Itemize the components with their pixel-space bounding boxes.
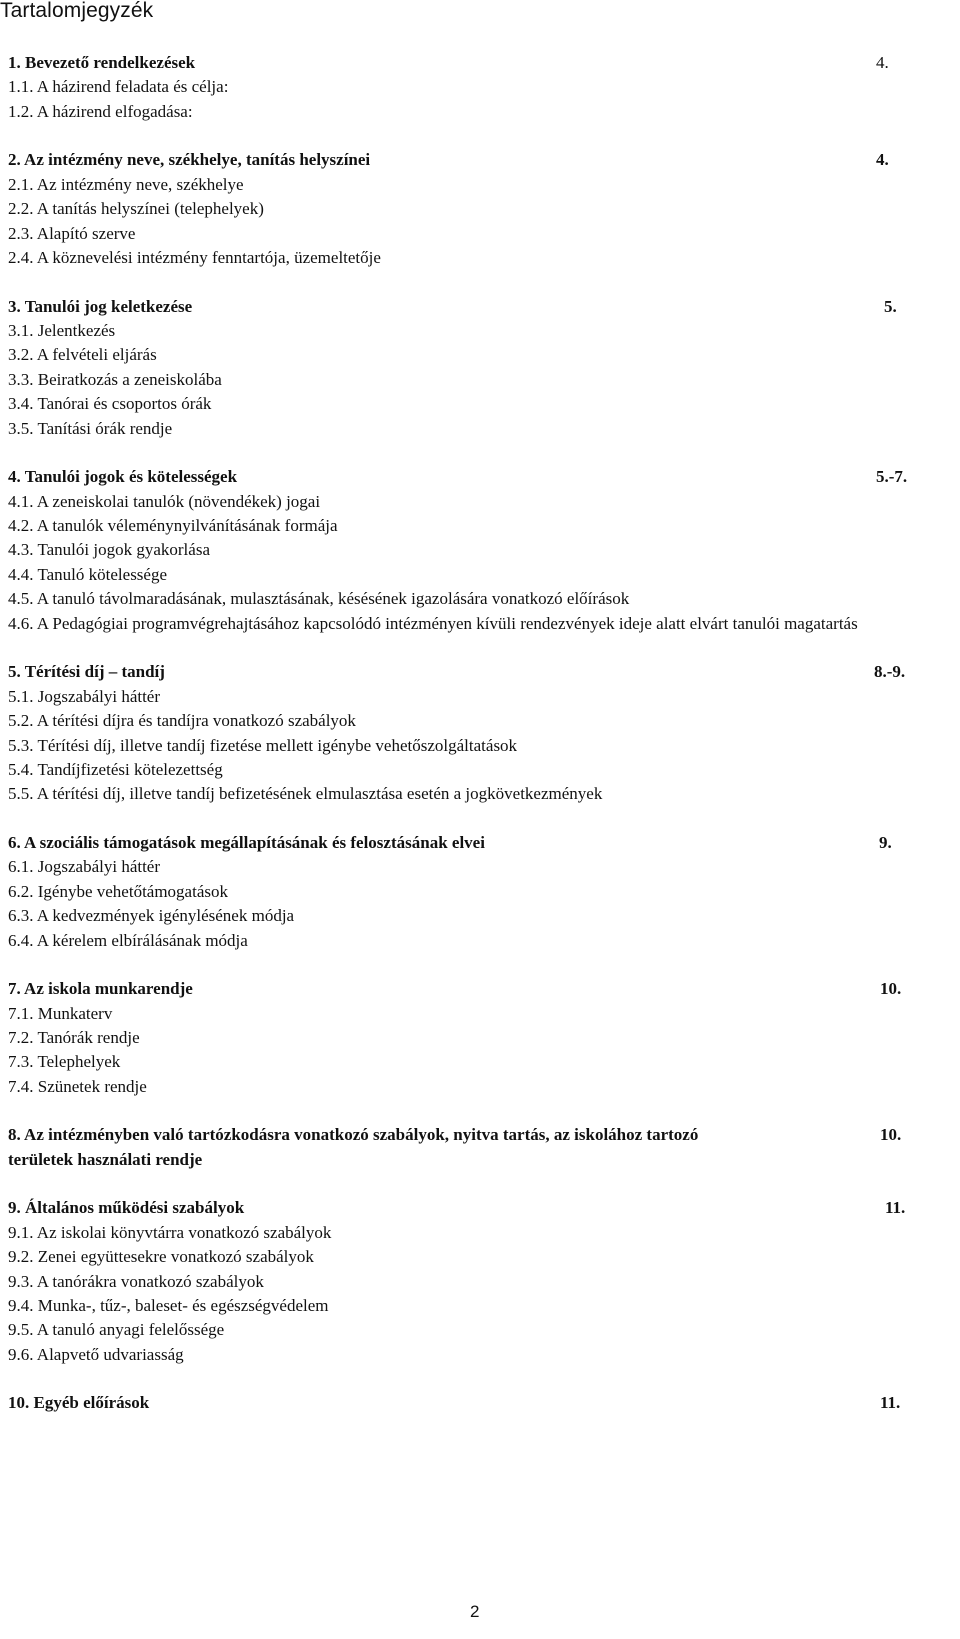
chapter-page-ref: 5.-7. <box>876 467 908 487</box>
chapter-title-line-1: 8. Az intézményben való tartózkodásra vonatkozó szabályok, nyitva tartás, az iskolához tartozó <box>8 1125 699 1145</box>
toc-chapter-2[interactable] <box>8 148 954 172</box>
toc-item[interactable]: 7.2. Tanórák rendje <box>8 1027 140 1047</box>
chapter-title: 7. Az iskola munkarendje <box>8 979 193 999</box>
toc-item[interactable]: 4.5. A tanuló távolmaradásának, mulasztásának, késésének igazolására vonatkozó előírások <box>8 589 630 609</box>
toc-item[interactable]: 9.2. Zenei együttesekre vonatkozó szabályok <box>8 1247 314 1267</box>
toc-chapter-1[interactable] <box>8 51 954 75</box>
toc-item[interactable]: 2.3. Alapító szerve <box>8 223 136 243</box>
toc-item[interactable]: 5.1. Jogszabályi háttér <box>8 686 161 706</box>
chapter-title-line-2[interactable]: területek használati rendje <box>8 1149 203 1169</box>
chapter-page-ref: 11. <box>880 1393 901 1413</box>
chapter-page-ref: 10. <box>880 979 902 999</box>
page-number: 2 <box>470 1602 480 1621</box>
toc-item[interactable]: 9.4. Munka-, tűz-, baleset- és egészségvédelem <box>8 1295 329 1315</box>
toc-item[interactable]: 7.4. Szünetek rendje <box>8 1076 147 1096</box>
toc-chapter-9[interactable] <box>8 1196 954 1220</box>
toc-chapter-5[interactable] <box>8 660 954 684</box>
toc-item[interactable]: 5.5. A térítési díj, illetve tandíj befizetésének elmulasztása esetén a jogkövetkezmények <box>8 784 603 804</box>
page-title: Tartalomjegyzék <box>0 0 154 22</box>
toc-item[interactable]: 7.3. Telephelyek <box>8 1052 121 1072</box>
chapter-title: 1. Bevezető rendelkezések <box>8 53 196 72</box>
toc-item[interactable]: 7.1. Munkaterv <box>8 1003 113 1023</box>
toc-item[interactable]: 1.1. A házirend feladata és célja: <box>8 77 229 97</box>
chapter-title: 4. Tanulói jogok és kötelességek <box>8 467 238 487</box>
toc-item[interactable]: 9.5. A tanuló anyagi felelőssége <box>8 1320 225 1340</box>
chapter-page-ref: 11. <box>885 1198 906 1218</box>
toc-item[interactable]: 5.3. Térítési díj, illetve tandíj fizetése mellett igénybe vehetőszolgáltatások <box>8 735 518 755</box>
toc-item[interactable]: 4.3. Tanulói jogok gyakorlása <box>8 540 210 560</box>
toc-item[interactable]: 3.1. Jelentkezés <box>8 321 116 341</box>
toc-item[interactable]: 5.2. A térítési díjra és tandíjra vonatkozó szabályok <box>8 711 356 731</box>
chapter-page-ref: 5. <box>884 296 897 316</box>
toc-item[interactable]: 4.4. Tanuló kötelessége <box>8 564 168 584</box>
chapter-title: 6. A szociális támogatások megállapításának és felosztásának elvei <box>8 832 485 852</box>
toc-chapter-6[interactable] <box>8 831 954 855</box>
toc-item[interactable]: 6.2. Igénybe vehetőtámogatások <box>8 881 228 901</box>
toc-chapter-8[interactable] <box>8 1123 954 1147</box>
toc-chapter-3[interactable] <box>8 295 954 319</box>
toc-item[interactable]: 3.5. Tanítási órák rendje <box>8 418 173 438</box>
chapter-title: 9. Általános működési szabályok <box>8 1198 245 1218</box>
toc-item[interactable]: 2.2. A tanítás helyszínei (telephelyek) <box>8 199 264 219</box>
toc-chapter-7[interactable] <box>8 977 954 1001</box>
toc-item[interactable]: 3.4. Tanórai és csoportos órák <box>8 394 212 414</box>
chapter-page-ref: 8.-9. <box>874 662 906 682</box>
chapter-page-ref: 9. <box>879 832 892 852</box>
toc-item[interactable]: 6.1. Jogszabályi háttér <box>8 857 161 877</box>
table-of-contents <box>8 51 954 1416</box>
toc-item[interactable]: 4.1. A zeneiskolai tanulók (növendékek) jogai <box>8 491 321 511</box>
toc-item[interactable]: 9.1. Az iskolai könyvtárra vonatkozó szabályok <box>8 1222 332 1242</box>
toc-item[interactable]: 3.3. Beiratkozás a zeneiskolába <box>8 369 222 389</box>
toc-item[interactable]: 5.4. Tandíjfizetési kötelezettség <box>8 759 223 779</box>
chapter-page-ref: 4. <box>876 150 889 170</box>
toc-item[interactable]: 1.2. A házirend elfogadása: <box>8 101 193 121</box>
chapter-page-ref: 10. <box>880 1125 902 1145</box>
toc-item[interactable]: 4.2. A tanulók véleménynyilvánításának formája <box>8 516 338 536</box>
chapter-title: 10. Egyéb előírások <box>8 1393 150 1413</box>
chapter-page-ref: 4. <box>876 53 889 72</box>
chapter-title: 3. Tanulói jog keletkezése <box>8 296 193 316</box>
chapter-title: 5. Térítési díj – tandíj <box>8 662 165 682</box>
toc-item[interactable]: 6.4. A kérelem elbírálásának módja <box>8 930 248 950</box>
toc-chapter-4[interactable] <box>8 465 954 489</box>
toc-chapter-10[interactable] <box>8 1391 954 1415</box>
toc-item[interactable]: 9.6. Alapvető udvariasság <box>8 1344 184 1364</box>
toc-item[interactable]: 2.4. A köznevelési intézmény fenntartója, üzemeltetője <box>8 248 381 268</box>
toc-item[interactable]: 6.3. A kedvezmények igénylésének módja <box>8 906 295 926</box>
chapter-title: 2. Az intézmény neve, székhelye, tanítás helyszínei <box>8 150 371 170</box>
toc-item[interactable]: 2.1. Az intézmény neve, székhelye <box>8 174 244 194</box>
toc-item[interactable]: 4.6. A Pedagógiai programvégrehajtásához kapcsolódó intézményen kívüli rendezvények ideje alatt elvárt tanulói magatartás <box>8 613 858 633</box>
toc-item[interactable]: 3.2. A felvételi eljárás <box>8 345 157 365</box>
toc-item[interactable]: 9.3. A tanórákra vonatkozó szabályok <box>8 1271 264 1291</box>
